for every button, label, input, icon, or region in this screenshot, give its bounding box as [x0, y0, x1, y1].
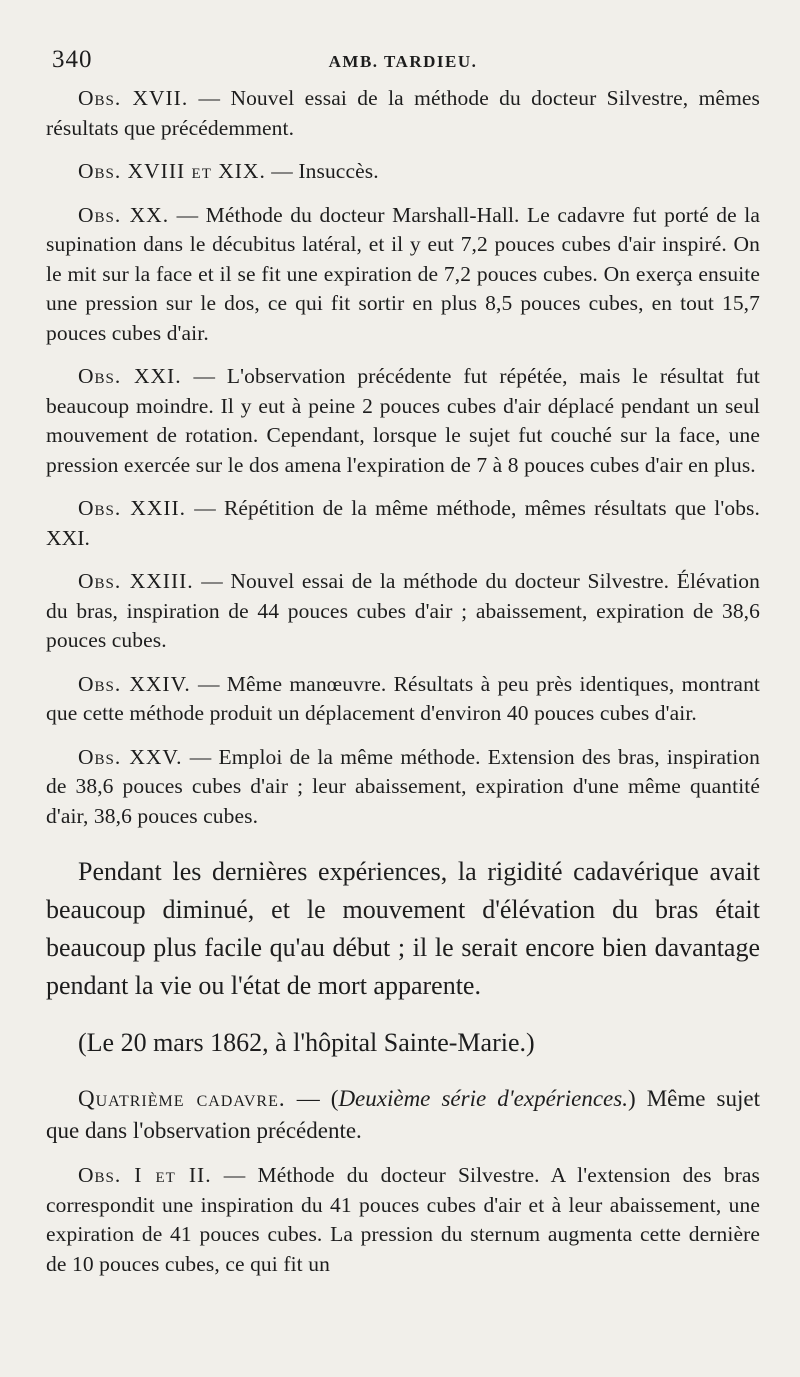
- date-line: (Le 20 mars 1862, à l'hôpital Sainte-Marie.): [78, 1028, 535, 1057]
- observation-label: Obs. XXI.: [78, 364, 182, 388]
- observations-block: [46, 84, 760, 831]
- observation-text: — Emploi de la même méthode. Extension des bras, inspiration de 38,6 pouces cubes d'air ; leur abaissement, expiration d'une même quantité d'air, 38,6 pouces cubes.: [46, 744, 760, 828]
- section-text: Même sujet que dans l'observation précédente.: [46, 1086, 760, 1143]
- observation-paragraph: [46, 670, 760, 729]
- observation-text: — Nouvel essai de la méthode du docteur Silvestre. Élévation du bras, inspiration de 44 pouces cubes d'air ; abaissement, expiration de 38,6 pouces cubes.: [46, 569, 761, 652]
- observation-paragraph: [46, 201, 760, 349]
- section-heading: [46, 1083, 760, 1147]
- observation-paragraph: [46, 743, 760, 832]
- section-dash: — (: [285, 1086, 339, 1111]
- observation-text: — Même manœuvre. Résultats à peu près identiques, montrant que cette méthode produit un déplacement d'environ 40 pouces cubes d'air.: [46, 671, 760, 725]
- observation-label: Obs. XVII.: [78, 86, 189, 110]
- observation-paragraph: [46, 1161, 760, 1279]
- final-observation-block: [46, 1161, 760, 1279]
- observation-label: Obs. XXIII.: [78, 569, 194, 593]
- observation-label: Obs. XVIII et XIX.: [78, 159, 266, 183]
- observation-label: Obs. XXV.: [78, 744, 183, 769]
- page-number: 340: [52, 46, 93, 73]
- observation-label: Obs. XXIV.: [78, 671, 191, 696]
- running-head-author: AMB. TARDIEU.: [328, 52, 478, 71]
- observation-text: — L'observation précédente fut répétée, mais le résultat fut beaucoup moindre. Il y eut à peine 2 pouces cubes d'air déplacé pendant un seul mouvement de rotation. Cependant, lorsque le sujet fut couché sur la face, une pression exercée sur le dos amena l'expiration de 7 à 8 pouces cubes d'air en plus.: [46, 364, 760, 477]
- observation-text: — Insuccès.: [265, 159, 379, 183]
- body-paragraph: Pendant les dernières expériences, la rigidité cadavérique avait beaucoup diminué, et le mouvement d'élévation du bras était beaucoup plus facile qu'au début ; il le serait encore bien davantage pendant la vie ou l'état de mort apparente.: [46, 857, 760, 1000]
- observation-label: Obs. I et II.: [78, 1163, 212, 1187]
- section-series: Deuxième série d'expériences.: [338, 1086, 628, 1111]
- observation-paragraph: [46, 494, 760, 553]
- section-close: ): [627, 1086, 636, 1111]
- observation-text: — Méthode du docteur Silvestre. A l'extension des bras correspondit une inspiration du 41 pouces cubes d'air et à leur abaissement, une expiration de 41 pouces cubes. La pression du sternum augmenta cette dernière de 10 pouces cubes, ce qui fit un: [46, 1163, 761, 1276]
- observation-text: — Nouvel essai de la méthode du docteur Silvestre, mêmes résultats que précédemment.: [46, 86, 761, 140]
- observation-paragraph: [46, 157, 760, 187]
- running-head: [46, 40, 760, 84]
- observation-label: Obs. XX.: [78, 202, 170, 227]
- observation-paragraph: [46, 567, 760, 656]
- observation-text: — Méthode du docteur Marshall-Hall. Le cadavre fut porté de la supination dans le décubitus latéral, et il y eut 7,2 pouces cubes d'air inspiré. On le mit sur la face et il se fit une expiration de 7,2 pouces cubes. On exerça ensuite une pression sur le dos, ce qui fit sortir en plus 8,5 pouces cubes, en tout 15,7 pouces cubes d'air.: [46, 202, 760, 345]
- observation-paragraph: [46, 362, 760, 480]
- observation-paragraph: [46, 84, 760, 143]
- observation-text: — Répétition de la même méthode, mêmes résultats que l'obs. XXI.: [46, 496, 760, 550]
- section-label: Quatrième cadavre.: [78, 1086, 286, 1111]
- observation-label: Obs. XXII.: [78, 496, 187, 520]
